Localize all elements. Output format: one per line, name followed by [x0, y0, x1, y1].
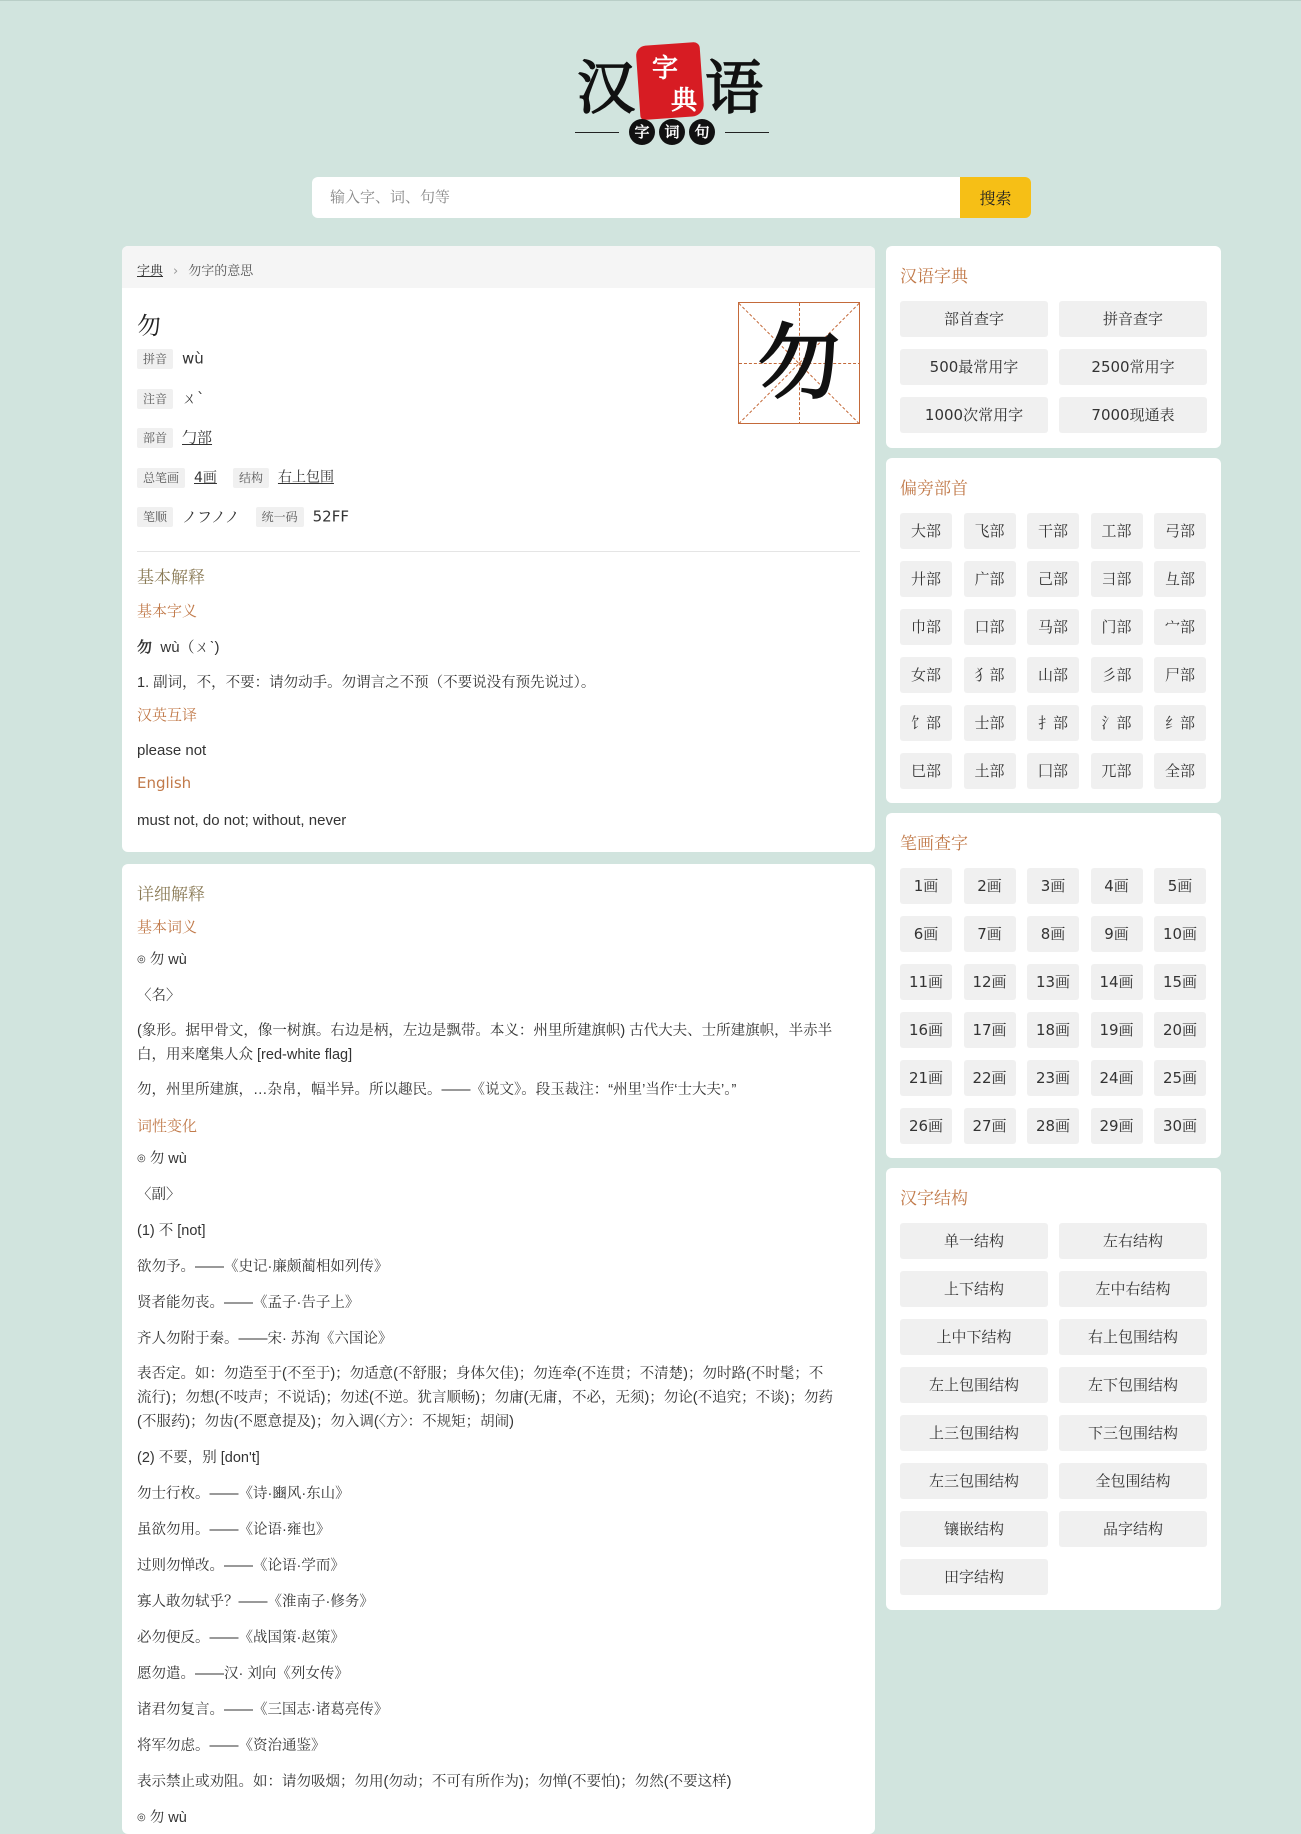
detail-line: (2) 不要，别 [don't] — [137, 1450, 260, 1466]
radical-item[interactable]: 彐部 — [1091, 561, 1143, 597]
structure-item[interactable]: 左下包围结构 — [1059, 1367, 1207, 1403]
bullet-icon: ◎ — [137, 1812, 146, 1824]
radical-item[interactable]: 纟部 — [1154, 705, 1206, 741]
structure-item[interactable]: 全包围结构 — [1059, 1463, 1207, 1499]
logo-subtitle — [575, 119, 769, 147]
strokes-link[interactable]: 4画 — [194, 469, 217, 486]
detail-line: 愿勿遣。——汉· 刘向《列女传》 — [137, 1666, 349, 1682]
radical-item[interactable]: 女部 — [900, 657, 952, 693]
stroke-item[interactable]: 6画 — [900, 916, 952, 952]
radical-label: 部首 — [137, 428, 173, 448]
radical-item[interactable]: 己部 — [1027, 561, 1079, 597]
definition-1: 1. 副词，不，不要：请勿动手。勿谓言之不预（不要说没有预先说过）。 — [137, 675, 596, 691]
search-input[interactable] — [312, 177, 960, 218]
detail-sub1: 基本词义 — [137, 918, 198, 936]
radical-item[interactable]: 彑部 — [1154, 561, 1206, 597]
radical-item[interactable]: 门部 — [1091, 609, 1143, 645]
structure-item[interactable]: 左右结构 — [1059, 1223, 1207, 1259]
stroke-item[interactable]: 2画 — [964, 868, 1016, 904]
radical-item[interactable]: 饣部 — [900, 705, 952, 741]
detail-line: 过则勿惮改。——《论语·学而》 — [137, 1558, 345, 1574]
logo-sub-ci: 词 — [659, 119, 685, 145]
pinyin-value: wù — [182, 349, 204, 368]
structure-card — [886, 1168, 1221, 1610]
site-logo[interactable] — [575, 38, 769, 146]
radical-item[interactable]: 飞部 — [964, 513, 1016, 549]
stroke-item[interactable]: 18画 — [1027, 1012, 1079, 1048]
dict-item[interactable]: 部首查字 — [900, 301, 1048, 337]
radical-item[interactable]: 工部 — [1091, 513, 1143, 549]
entry-line — [137, 636, 220, 657]
stroke-item[interactable]: 12画 — [964, 964, 1016, 1000]
stroke-item[interactable]: 24画 — [1091, 1060, 1143, 1096]
stroke-item[interactable]: 1画 — [900, 868, 952, 904]
detail-line: 虽欲勿用。——《论语·雍也》 — [137, 1522, 331, 1538]
logo-char-zi: 字 — [652, 54, 679, 84]
unicode-label: 统一码 — [256, 507, 304, 527]
radical-item[interactable]: 氵部 — [1091, 705, 1143, 741]
english-translation: please not — [137, 742, 207, 759]
stroke-item[interactable]: 14画 — [1091, 964, 1143, 1000]
detail-line: 齐人勿附于秦。——宋· 苏洵《六国论》 — [137, 1331, 393, 1347]
zhuyin-value: ㄨˋ — [182, 389, 205, 408]
radical-item[interactable]: 弓部 — [1154, 513, 1206, 549]
radical-row — [137, 426, 212, 448]
stroke-item[interactable]: 16画 — [900, 1012, 952, 1048]
search-bar — [312, 177, 1031, 218]
stroke-item[interactable]: 22画 — [964, 1060, 1016, 1096]
detail-heading: 详细解释 — [137, 885, 205, 905]
order-row — [137, 505, 349, 527]
basic-sub2: 汉英互译 — [137, 706, 198, 724]
radical-item[interactable]: 彡部 — [1091, 657, 1143, 693]
radical-item[interactable]: 囗部 — [1027, 753, 1079, 789]
radical-item[interactable]: 廾部 — [900, 561, 952, 597]
bullet-icon: ◎ — [137, 954, 146, 966]
zhuyin-label: 注音 — [137, 389, 173, 409]
pinyin-label: 拼音 — [137, 349, 173, 369]
structure-link[interactable]: 右上包围 — [277, 469, 334, 486]
entry-pinyin: wù（ㄨˋ) — [160, 639, 220, 656]
radical-item[interactable]: 山部 — [1027, 657, 1079, 693]
structure-item[interactable]: 上中下结构 — [900, 1319, 1048, 1355]
basic-info-card — [122, 246, 875, 852]
logo-char-dian: 典 — [671, 86, 698, 116]
detail-line: (象形。据甲骨文，像一树旗。右边是柄，左边是飘带。本义：州里所建旗帜) 古代大夫、士所建旗帜，半赤半白，用来麾集人众 [red-white flag] — [137, 1023, 833, 1063]
stroke-item[interactable]: 15画 — [1154, 964, 1206, 1000]
radical-item[interactable]: 土部 — [964, 753, 1016, 789]
order-value: ノフノノ — [182, 507, 240, 526]
structure-item[interactable]: 单一结构 — [900, 1223, 1048, 1259]
radical-link[interactable]: 勹部 — [182, 428, 213, 447]
logo-char-han: 汉 — [577, 54, 636, 122]
zhuyin-row — [137, 387, 205, 409]
structure-title: 汉字结构 — [900, 1189, 968, 1209]
stroke-item[interactable]: 10画 — [1154, 916, 1206, 952]
stroke-item[interactable]: 7画 — [964, 916, 1016, 952]
strokes-row — [137, 466, 334, 488]
structure-label: 结构 — [233, 468, 269, 488]
dict-title: 汉语字典 — [900, 267, 968, 287]
structure-item[interactable]: 左中右结构 — [1059, 1271, 1207, 1307]
character-glyph: 勿 — [757, 315, 840, 411]
stroke-item[interactable]: 13画 — [1027, 964, 1079, 1000]
stroke-item[interactable]: 30画 — [1154, 1108, 1206, 1144]
breadcrumb — [122, 246, 875, 288]
radicals-title: 偏旁部首 — [900, 479, 968, 499]
radical-item[interactable]: 口部 — [964, 609, 1016, 645]
divider — [137, 551, 860, 552]
detail-line: 勿士行枚。——《诗·豳风·东山》 — [137, 1486, 350, 1502]
structure-item[interactable]: 下三包围结构 — [1059, 1415, 1207, 1451]
stroke-item[interactable]: 21画 — [900, 1060, 952, 1096]
pinyin-row — [137, 347, 204, 369]
detail-line: 勿，州里所建旗，…杂帛，幅半异。所以趣民。——《说文》。段玉裁注：“州里’当作‘士大夫’。” — [137, 1082, 737, 1098]
dict-item[interactable]: 500最常用字 — [900, 349, 1048, 385]
radical-item[interactable]: 兀部 — [1091, 753, 1143, 789]
radical-item[interactable]: 巾部 — [900, 609, 952, 645]
detail-line: ◎ 勿 wù — [137, 1810, 187, 1826]
stroke-item[interactable]: 27画 — [964, 1108, 1016, 1144]
detail-line: 表否定。如：勿造至于(不至于)；勿适意(不舒服；身体欠佳)；勿连牵(不连贯；不清楚)；勿时路(不时髦；不流行)；勿想(不吱声；不说话)；勿述(不逆。犹言顺畅)；勿庸(无庸，不必，无须)；勿论(不追究；不谈)；勿药(不服药)；勿齿(不愿意提及)；勿入调(〈方〉：不规矩；胡闹) — [137, 1366, 833, 1430]
detail-card — [122, 864, 875, 1834]
top-border — [0, 0, 1301, 8]
breadcrumb-current: 勿字的意思 — [188, 264, 254, 279]
stroke-item[interactable]: 23画 — [1027, 1060, 1079, 1096]
stroke-item[interactable]: 8画 — [1027, 916, 1079, 952]
search-button[interactable]: 搜索 — [960, 177, 1031, 218]
detail-line: ◎ 勿 wù — [137, 952, 187, 968]
radical-item[interactable]: 尸部 — [1154, 657, 1206, 693]
breadcrumb-separator-icon: › — [173, 264, 179, 279]
dict-item[interactable]: 2500常用字 — [1059, 349, 1207, 385]
radical-item[interactable]: 马部 — [1027, 609, 1079, 645]
stroke-item[interactable]: 11画 — [900, 964, 952, 1000]
structure-item[interactable]: 右上包围结构 — [1059, 1319, 1207, 1355]
logo-sub-zi: 字 — [629, 119, 655, 145]
detail-line: 将军勿虑。——《资治通鉴》 — [137, 1738, 326, 1754]
detail-line: 欲勿予。——《史记·廉颇蔺相如列传》 — [137, 1259, 389, 1275]
bullet-icon: ◎ — [137, 1153, 146, 1165]
stroke-item[interactable]: 26画 — [900, 1108, 952, 1144]
breadcrumb-home-link[interactable]: 字典 — [137, 264, 164, 279]
strokes-card — [886, 813, 1221, 1158]
stroke-item[interactable]: 29画 — [1091, 1108, 1143, 1144]
stroke-item[interactable]: 17画 — [964, 1012, 1016, 1048]
strokes-title: 笔画查字 — [900, 834, 968, 854]
detail-line: 〈副〉 — [137, 1187, 181, 1203]
radical-item[interactable]: 士部 — [964, 705, 1016, 741]
structure-item[interactable]: 品字结构 — [1059, 1511, 1207, 1547]
detail-line: 〈名〉 — [137, 988, 181, 1004]
detail-line: ◎ 勿 wù — [137, 1151, 187, 1167]
logo-sub-ju: 句 — [689, 119, 715, 145]
detail-line: 诸君勿复言。——《三国志·诸葛亮传》 — [137, 1702, 389, 1718]
structure-item[interactable]: 左上包围结构 — [900, 1367, 1048, 1403]
stroke-item[interactable]: 4画 — [1091, 868, 1143, 904]
english-meaning: must not, do not; without, never — [137, 812, 347, 829]
stroke-item[interactable]: 20画 — [1154, 1012, 1206, 1048]
detail-line: (1) 不 [not] — [137, 1223, 206, 1239]
basic-heading: 基本解释 — [137, 568, 205, 588]
radicals-card — [886, 458, 1221, 803]
radical-item[interactable]: 宀部 — [1154, 609, 1206, 645]
detail-line: 贤者能勿丧。——《孟子·告子上》 — [137, 1295, 360, 1311]
stroke-item[interactable]: 28画 — [1027, 1108, 1079, 1144]
radical-item[interactable]: 大部 — [900, 513, 952, 549]
character-grid-image — [738, 302, 860, 424]
basic-sub1: 基本字义 — [137, 602, 198, 620]
entry-char: 勿 — [137, 639, 153, 656]
structure-item[interactable]: 田字结构 — [900, 1559, 1048, 1595]
detail-line: 寡人敢勿轼乎？——《淮南子·修务》 — [137, 1594, 374, 1610]
radical-item[interactable]: 巳部 — [900, 753, 952, 789]
dict-card — [886, 246, 1221, 448]
dict-item[interactable]: 1000次常用字 — [900, 397, 1048, 433]
detail-sub2: 词性变化 — [137, 1117, 198, 1135]
stroke-item[interactable]: 19画 — [1091, 1012, 1143, 1048]
structure-item[interactable]: 上三包围结构 — [900, 1415, 1048, 1451]
page-title: 勿 — [137, 312, 161, 340]
dict-item[interactable]: 7000现通表 — [1059, 397, 1207, 433]
radical-item[interactable]: 扌部 — [1027, 705, 1079, 741]
structure-item[interactable]: 左三包围结构 — [900, 1463, 1048, 1499]
detail-line: 表示禁止或劝阻。如：请勿吸烟；勿用(勿动；不可有所作为)；勿惮(不要怕)；勿然(不要这样) — [137, 1774, 732, 1790]
radical-item[interactable]: 犭部 — [964, 657, 1016, 693]
structure-item[interactable]: 镶嵌结构 — [900, 1511, 1048, 1547]
basic-sub3: English — [137, 774, 192, 792]
stroke-item[interactable]: 9画 — [1091, 916, 1143, 952]
strokes-label: 总笔画 — [137, 468, 185, 488]
stroke-item[interactable]: 5画 — [1154, 868, 1206, 904]
logo-char-yu: 语 — [705, 54, 764, 122]
radical-item[interactable]: 广部 — [964, 561, 1016, 597]
radical-item[interactable]: 全部 — [1154, 753, 1206, 789]
order-label: 笔顺 — [137, 507, 173, 527]
unicode-value: 52FF — [312, 507, 349, 526]
stroke-item[interactable]: 25画 — [1154, 1060, 1206, 1096]
structure-item[interactable]: 上下结构 — [900, 1271, 1048, 1307]
detail-line: 必勿便反。——《战国策·赵策》 — [137, 1630, 345, 1646]
radical-item[interactable]: 干部 — [1027, 513, 1079, 549]
dict-item[interactable]: 拼音查字 — [1059, 301, 1207, 337]
stroke-item[interactable]: 3画 — [1027, 868, 1079, 904]
